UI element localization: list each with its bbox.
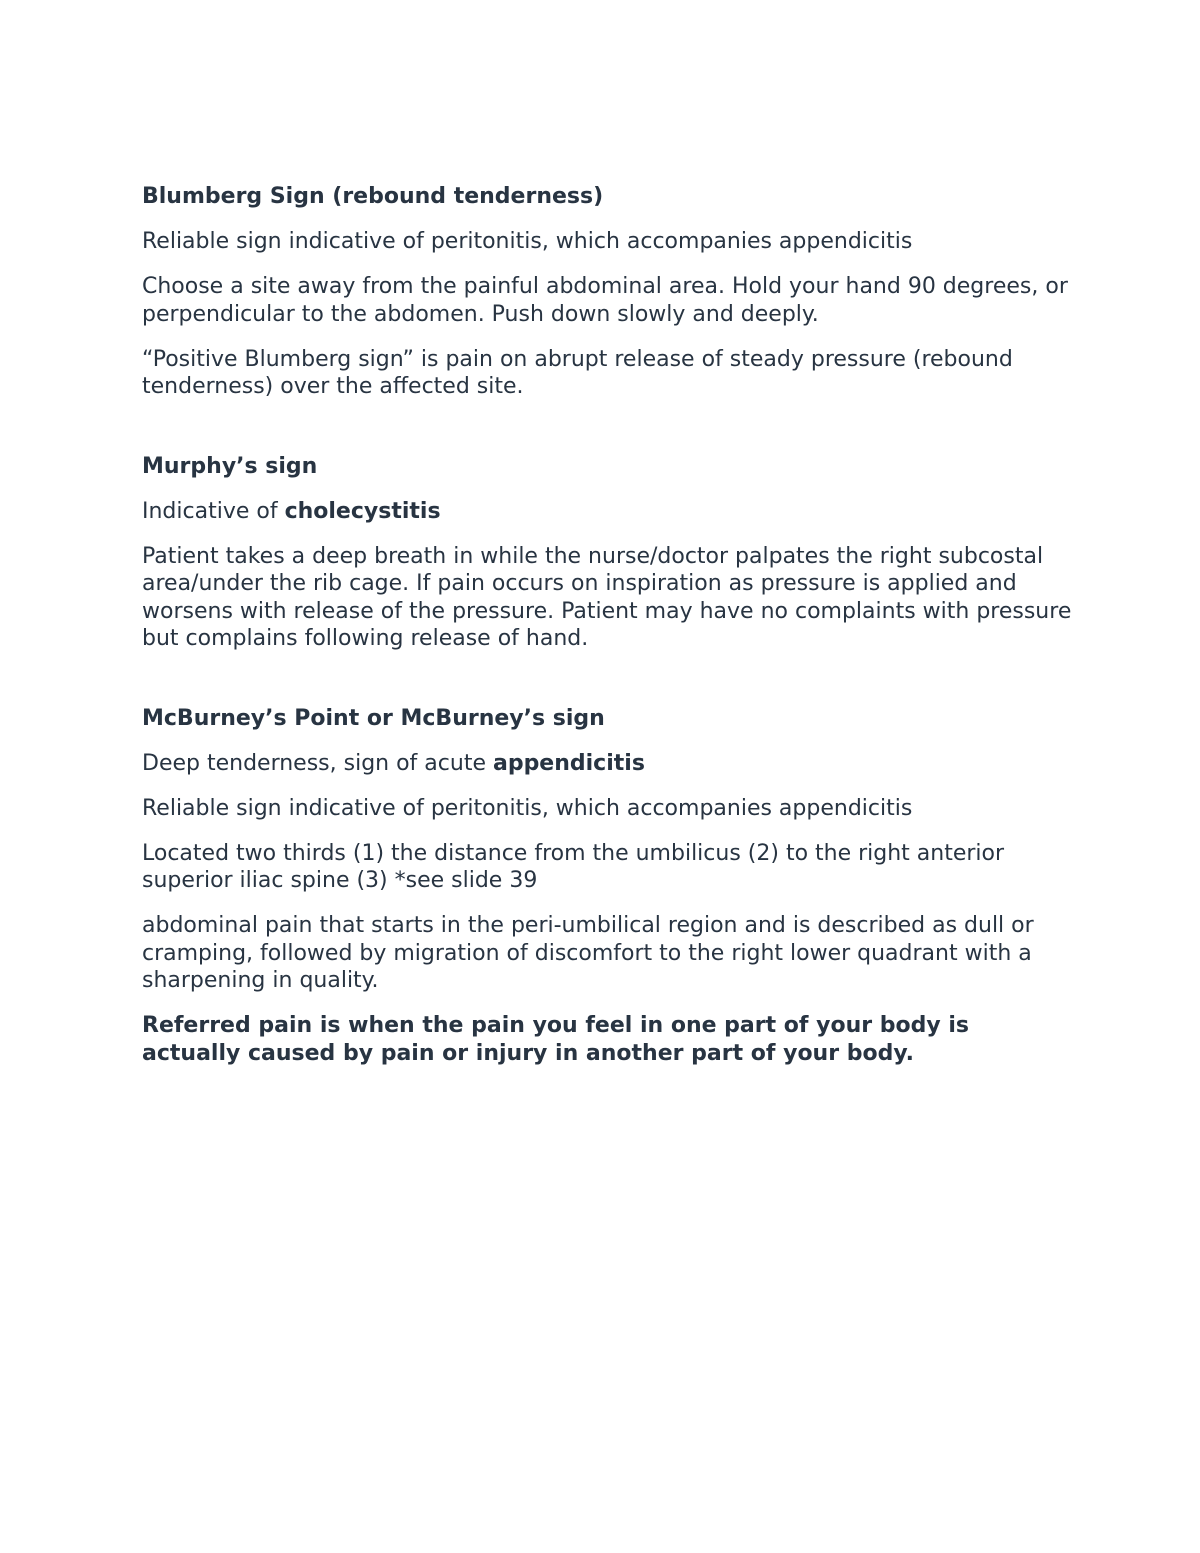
section-mcburneys-sign bbox=[142, 705, 1072, 1068]
document-page bbox=[142, 183, 1072, 1085]
section-heading: Blumberg Sign (rebound tenderness) bbox=[142, 184, 604, 209]
section-heading: McBurney’s Point or McBurney’s sign bbox=[142, 705, 605, 731]
paragraph: abdominal pain that starts in the peri-umbilical region and is described as dull or cramping, followed by migration of discomfort to the right lower quadrant with a sharpening in quality. bbox=[142, 913, 1034, 993]
paragraph: “Positive Blumberg sign” is pain on abrupt release of steady pressure (rebound tenderness) over the affected site. bbox=[142, 346, 1013, 399]
tenderness-condition: appendicitis bbox=[492, 750, 645, 776]
indicative-condition: cholecystitis bbox=[284, 498, 441, 524]
paragraph: Reliable sign indicative of peritonitis, which accompanies appendicitis bbox=[142, 229, 913, 254]
tenderness-prefix: Deep tenderness, sign of acute bbox=[142, 750, 493, 776]
paragraph: Patient takes a deep breath in while the nurse/doctor palpates the right subcostal area/under the rib cage. If pain occurs on inspiration as pressure is applied and worsens with release of the pressure. Patient may have no complaints with pressure but complains following release of hand. bbox=[142, 543, 1072, 651]
referred-pain-note: Referred pain is when the pain you feel in one part of your body is actually caused by pain or injury in another part of your body. bbox=[142, 1013, 970, 1066]
section-blumberg-sign bbox=[142, 183, 1072, 401]
section-murphys-sign bbox=[142, 453, 1072, 653]
paragraph: Choose a site away from the painful abdominal area. Hold your hand 90 degrees, or perpendicular to the abdomen. Push down slowly and deeply. bbox=[142, 274, 1068, 327]
paragraph: Located two thirds (1) the distance from the umbilicus (2) to the right anterior superior iliac spine (3) *see slide 39 bbox=[142, 840, 1005, 893]
tenderness-paragraph bbox=[142, 750, 1072, 778]
indicative-prefix: Indicative of bbox=[142, 498, 285, 524]
indicative-paragraph bbox=[142, 498, 1072, 526]
paragraph: Reliable sign indicative of peritonitis, which accompanies appendicitis bbox=[142, 795, 913, 821]
section-heading: Murphy’s sign bbox=[142, 453, 318, 479]
